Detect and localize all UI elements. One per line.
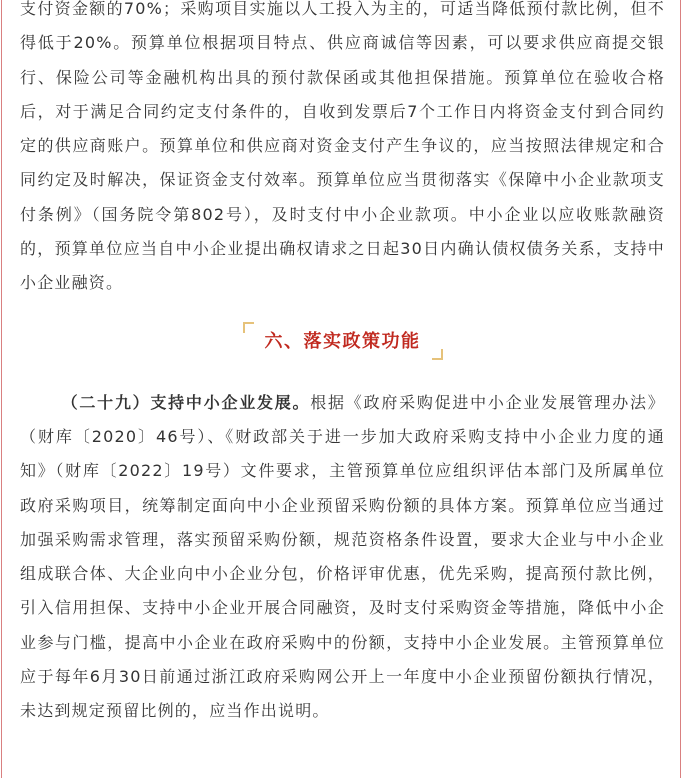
article-29-body: 根据《政府采购促进中小企业发展管理办法》（财库〔2020〕46号）、《财政部关于进一步加大政府采购支持中小企业力度的通知》（财库〔2022〕19号）文件要求，主管预算单位应组织评估本部门及所属单位政府采购项目，统筹制定面向中小企业预留采购份额的具体方案。预算单位应当通过加强采购需求管理，落实预留采购份额，规范资格条件设置，要求大企业与中小企业组成联合体、大企业向中小企业分包，价格评审优惠，优先采购，提高预付款比例，引入信用担保、支持中小企业开展合同融资，及时支付采购资金等措施，降低中小企业参与门槛，提高中小企业在政府采购中的份额，支持中小企业发展。主管预算单位应于每年6月30日前通过浙江政府采购网公开上一年度中小企业预留份额执行情况，未达到规定预留比例的，应当作出说明。 xyxy=(20,392,665,721)
paragraph-payment-terms: 支付资金额的70%；采购项目实施以人工投入为主的，可适当降低预付款比例，但不得低于20%。预算单位根据项目特点、供应商诚信等因素，可以要求供应商提交银行、保险公司等金融机构出具的预付款保函或其他担保措施。预算单位在验收合格后，对于满足合同约定支付条件的，自收到发票后7个工作日内将资金支付到合同约定的供应商账户。预算单位和供应商对资金支付产生争议的，应当按照法律规定和合同约定及时解决，保证资金支付效率。预算单位应当贯彻落实《保障中小企业款项支付条例》（国务院令第802号），及时支付中小企业款项。中小企业以应收账款融资的，预算单位应当自中小企业提出确权请求之日起30日内确认债权债务关系，支持中小企业融资。 xyxy=(20,0,665,293)
corner-bracket-bottom-right-icon xyxy=(432,349,443,360)
corner-bracket-top-left-icon xyxy=(243,322,254,333)
section-heading-text: 六、落实政策功能 xyxy=(264,330,421,352)
section-heading xyxy=(251,322,435,362)
article-29-lead: （二十九）支持中小企业发展。 xyxy=(61,392,311,412)
article-content xyxy=(20,0,665,729)
paragraph-article-29 xyxy=(20,386,665,729)
section-heading-wrap xyxy=(20,322,665,362)
